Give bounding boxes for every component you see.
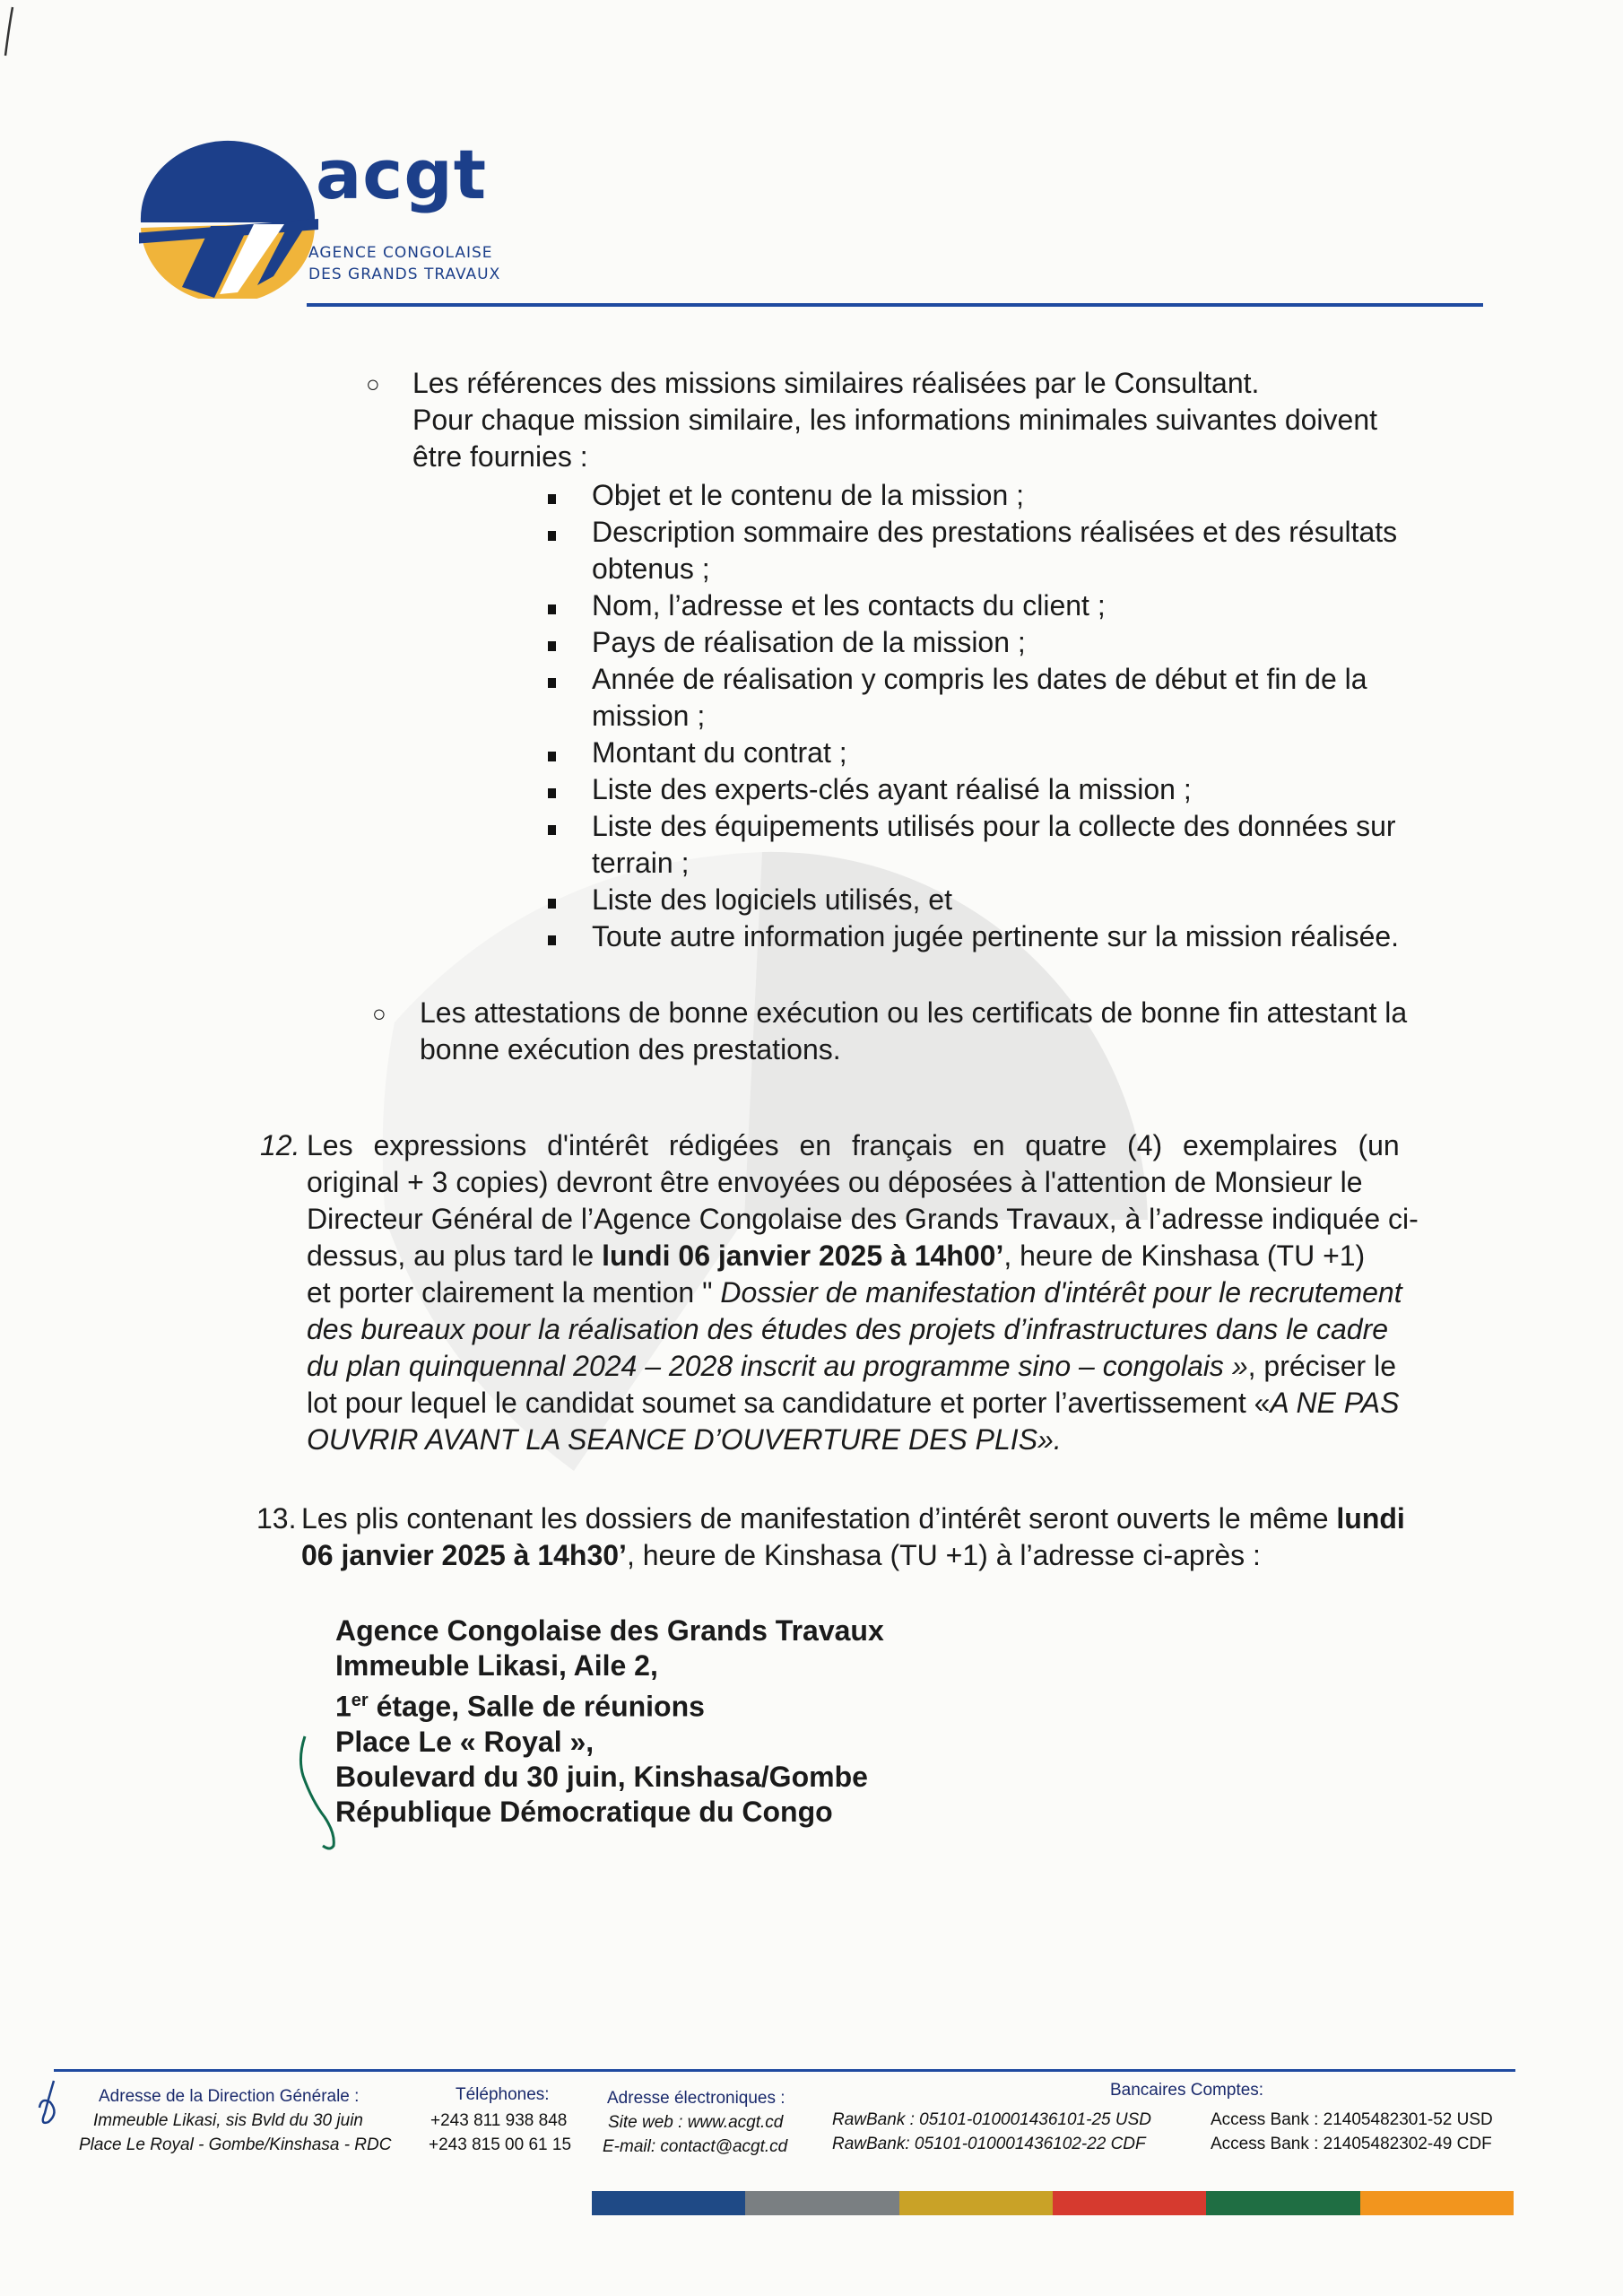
para12-line-1: Les expressions d'intérêt rédigées en français en quatre (4) exemplaires (un [307, 1129, 1400, 1161]
address-floor-sup: er [351, 1691, 369, 1710]
square-bullet-icon [548, 752, 556, 761]
footer-phone-1: +243 811 938 848 [430, 2111, 568, 2130]
para13-line-1 [301, 1500, 1405, 1537]
strip-segment [1053, 2191, 1206, 2215]
footer-bank-title: Bancaires Comptes: [1110, 2081, 1264, 2100]
square-bullet-icon [548, 935, 556, 945]
logo-subtitle-line1: AGENCE CONGOLAISE [308, 244, 493, 262]
square-bullet-icon [548, 788, 556, 798]
attestations-line-1: Les attestations de bonne exécution ou les certificats de bonne fin attestant la [420, 996, 1408, 1029]
strip-segment [1206, 2191, 1359, 2215]
para12-line-5a: et porter clairement la mention " [307, 1276, 721, 1309]
para12-line-5 [307, 1274, 1402, 1311]
square-bullet-icon [548, 825, 556, 835]
para12-number: 12. [260, 1129, 300, 1161]
footer-initial-mark [32, 2077, 68, 2131]
list-item: Objet et le contenu de la mission ; [592, 479, 1025, 511]
footer-phone-2: +243 815 00 61 15 [429, 2135, 572, 2154]
footer-rawbank-cdf: RawBank: 05101-010001436102-22 CDF [832, 2135, 1146, 2153]
address-floor-number: 1 [335, 1690, 352, 1723]
list-item: Année de réalisation y compris les dates de début et fin de la [592, 663, 1367, 695]
para12-line-6: des bureaux pour la réalisation des études des projets d’infrastructures dans le cadre [307, 1313, 1389, 1345]
para12-line-7 [307, 1348, 1396, 1385]
footer-accessbank-cdf: Access Bank : 21405482302-49 CDF [1211, 2135, 1492, 2153]
address-line-5: Boulevard du 30 juin, Kinshasa/Gombe [335, 1760, 868, 1793]
para12-line-8 [307, 1385, 1399, 1422]
para13-line-1b: lundi [1336, 1502, 1405, 1535]
strip-segment [745, 2191, 898, 2215]
circle-bullet-icon: ○ [366, 370, 380, 397]
para12-line-7a: du plan quinquennal 2024 – 2028 inscrit au programme sino – congolais » [307, 1350, 1248, 1382]
opening-address [335, 1613, 884, 1830]
logo-subtitle-line2: DES GRANDS TRAVAUX [308, 265, 501, 283]
footer-rule [54, 2069, 1515, 2072]
list-item: Montant du contrat ; [592, 736, 847, 769]
para13-line-2 [301, 1537, 1261, 1574]
square-bullet-icon [548, 604, 556, 614]
footer-website[interactable]: Site web : www.acgt.cd [608, 2113, 784, 2132]
references-intro-1: Les références des missions similaires réalisées par le Consultant. [412, 367, 1260, 399]
square-bullet-icon [548, 531, 556, 541]
attestations-line-2: bonne exécution des prestations. [420, 1033, 841, 1065]
address-line-1: Agence Congolaise des Grands Travaux [335, 1614, 884, 1647]
para12-line-7b: , préciser le [1247, 1350, 1396, 1382]
header-rule [307, 303, 1483, 307]
handwritten-initial-mark [285, 1731, 357, 1857]
para12-line-8b: A NE PAS [1270, 1387, 1400, 1419]
circle-bullet-icon: ○ [372, 1000, 386, 1027]
para12-line-9: OUVRIR AVANT LA SEANCE D’OUVERTURE DES PLIS». [307, 1423, 1062, 1456]
square-bullet-icon [548, 678, 556, 688]
address-line-2: Immeuble Likasi, Aile 2, [335, 1649, 658, 1682]
footer-dg-line-2: Place Le Royal - Gombe/Kinshasa - RDC [79, 2135, 392, 2154]
para12-deadline: lundi 06 janvier 2025 à 14h00’ [602, 1239, 1004, 1272]
list-item-continuation: terrain ; [592, 847, 690, 879]
para12-line-5b: Dossier de manifestation d'intérêt pour le recrutement [720, 1276, 1402, 1309]
list-item: Toute autre information jugée pertinente sur la mission réalisée. [592, 920, 1400, 952]
address-line-3 [335, 1683, 884, 1725]
list-item: Nom, l’adresse et les contacts du client ; [592, 589, 1106, 622]
para12-line-8a: lot pour lequel le candidat soumet sa candidature et porter l’avertissement « [307, 1387, 1271, 1419]
logo-emblem [139, 133, 318, 299]
address-floor-rest: étage, Salle de réunions [368, 1690, 705, 1723]
strip-segment [1360, 2191, 1514, 2215]
list-item-continuation: obtenus ; [592, 552, 710, 585]
references-intro-2: Pour chaque mission similaire, les informations minimales suivantes doivent [412, 404, 1378, 436]
references-intro-3: être fournies : [412, 440, 588, 473]
footer-phone-title: Téléphones: [456, 2085, 550, 2104]
para12-line-4a: dessus, au plus tard le [307, 1239, 603, 1272]
square-bullet-icon [548, 899, 556, 909]
para12-line-4 [307, 1238, 1365, 1274]
footer-color-strip [592, 2191, 1514, 2215]
logo [139, 133, 318, 299]
scan-edge-mark [0, 0, 36, 72]
list-item: Pays de réalisation de la mission ; [592, 626, 1026, 658]
list-item: Description sommaire des prestations réalisées et des résultats [592, 516, 1398, 548]
square-bullet-icon [548, 494, 556, 504]
footer-rawbank-usd: RawBank : 05101-010001436101-25 USD [832, 2110, 1151, 2129]
para13-number: 13. [256, 1502, 297, 1535]
footer-electronic-title: Adresse électroniques : [607, 2089, 785, 2108]
footer-dg-title: Adresse de la Direction Générale : [99, 2087, 360, 2106]
list-item: Liste des équipements utilisés pour la collecte des données sur [592, 810, 1396, 842]
logo-wordmark: acgt [316, 135, 488, 214]
para13-opening-time: 06 janvier 2025 à 14h30’ [301, 1539, 627, 1571]
address-line-6: République Démocratique du Congo [335, 1795, 833, 1828]
para13-line-1a: Les plis contenant les dossiers de manifestation d’intérêt seront ouverts le même [301, 1502, 1337, 1535]
list-item: Liste des logiciels utilisés, et [592, 883, 952, 916]
footer-accessbank-usd: Access Bank : 21405482301-52 USD [1211, 2110, 1493, 2129]
strip-segment [592, 2191, 745, 2215]
para12-line-4c: , heure de Kinshasa (TU +1) [1003, 1239, 1366, 1272]
square-bullet-icon [548, 641, 556, 651]
address-line-4: Place Le « Royal », [335, 1725, 595, 1758]
footer-dg-line-1: Immeuble Likasi, sis Bvld du 30 juin [93, 2111, 363, 2130]
list-item-continuation: mission ; [592, 700, 706, 732]
strip-segment [899, 2191, 1053, 2215]
footer-email[interactable]: E-mail: contact@acgt.cd [603, 2137, 788, 2156]
list-item: Liste des experts-clés ayant réalisé la mission ; [592, 773, 1192, 805]
para13-line-2b: , heure de Kinshasa (TU +1) à l’adresse ci-après : [626, 1539, 1261, 1571]
para12-line-2: original + 3 copies) devront être envoyées ou déposées à l'attention de Monsieur le [307, 1166, 1363, 1198]
para12-line-3: Directeur Général de l’Agence Congolaise des Grands Travaux, à l’adresse indiquée ci- [307, 1203, 1419, 1235]
